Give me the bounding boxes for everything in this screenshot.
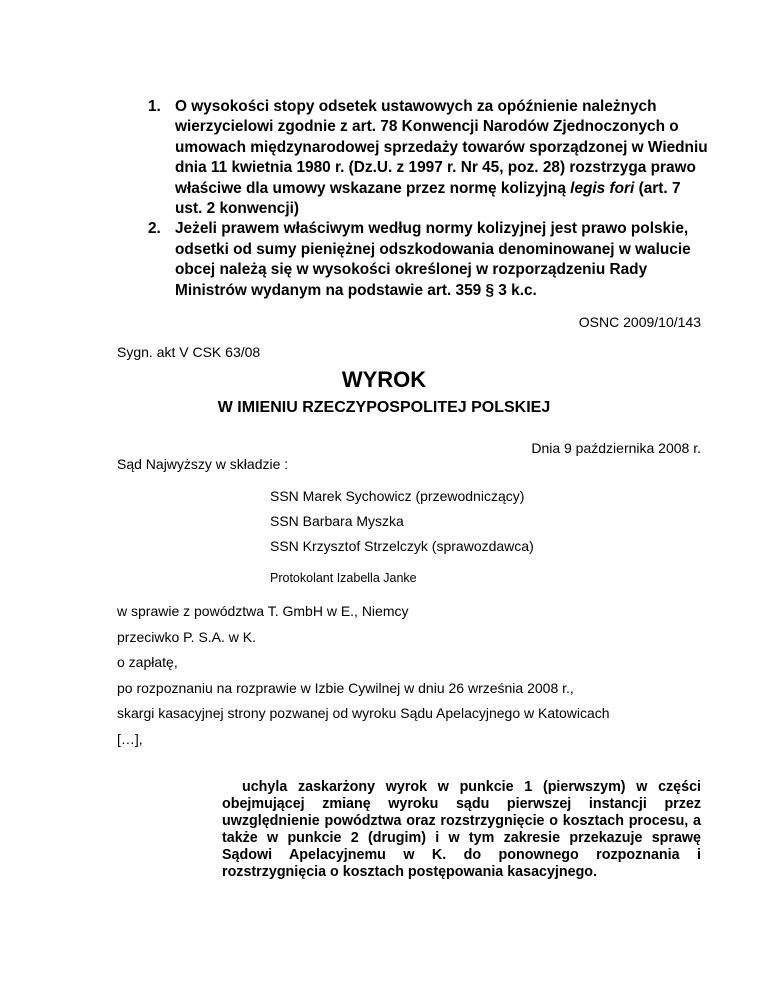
- case-description: [117, 599, 610, 753]
- thesis-number: 1.: [148, 98, 161, 115]
- publication-reference: OSNC 2009/10/143: [578, 314, 701, 330]
- thesis-latin-term: legis fori: [570, 179, 635, 197]
- verdict-text: uchyla zaskarżony wyrok w punkcie 1 (pierwszym) w części obejmującej zmianę wyroku sądu pierwszej instancji przez uwzględnienie powództwa oraz rozstrzygnięcie o kosztach procesu, a także w punkcie 2 (drugim) i w tym zakresie przekazuje sprawę Sądowi Apelacyjnemu w K. do ponownego rozpoznania i rozstrzygnięcia o kosztach postępowania kasacyjnego.: [222, 779, 701, 880]
- thesis-text: O wysokości stopy odsetek ustawowych za opóźnienie należnych wierzycielowi zgodnie z art. 78 Konwencji Narodów Zjednoczonych o umowach międzynarodowej sprzedaży towarów sporządzonej w Wiedniu dnia 11 kwietnia 1980 r. (Dz.U. z 1997 r. Nr 45, poz. 28) rozstrzyga prawo właściwe dla umowy wskazane przez normę kolizyjną: [175, 98, 708, 197]
- thesis-item: [148, 219, 708, 301]
- thesis-text-end: (art. 7 ust. 2 konwencji): [175, 179, 681, 218]
- case-number: Sygn. akt V CSK 63/08: [117, 344, 261, 360]
- case-line: o zapłatę,: [117, 654, 178, 671]
- case-line: […],: [117, 730, 143, 747]
- judgment-subtitle: W IMIENIU RZECZYPOSPOLITEJ POLSKIEJ: [217, 399, 551, 416]
- case-line: przeciwko P. S.A. w K.: [117, 628, 257, 645]
- court-clerk: Protokolant Izabella Janke: [270, 571, 417, 585]
- thesis-number: 2.: [148, 220, 161, 238]
- judges-list: [270, 484, 534, 559]
- case-line: po rozpoznaniu na rozprawie w Izbie Cywilnej w dniu 26 września 2008 r.,: [117, 679, 574, 696]
- case-line: skargi kasacyjnej strony pozwanej od wyroku Sądu Apelacyjnego w Katowicach: [117, 705, 610, 722]
- judgment-date: Dnia 9 października 2008 r.: [531, 440, 701, 456]
- court-composition: Sąd Najwyższy w składzie :: [117, 456, 289, 472]
- thesis-text: Jeżeli prawem właściwym według normy kolizyjnej jest prawo polskie, odsetki od sumy pieniężnej odszkodowania denominowanej w walucie obcej należą się w wysokości określonej w rozporządzeniu Rady Ministrów wydanym na podstawie art. 359 § 3 k.c.: [175, 220, 691, 299]
- case-line: w sprawie z powództwa T. GmbH w E., Niemcy: [117, 603, 409, 619]
- judge-entry: SSN Barbara Myszka: [270, 513, 404, 529]
- judgment-title: WYROK: [341, 367, 427, 392]
- thesis-item: [148, 97, 708, 219]
- thesis-list: [148, 97, 708, 301]
- judge-entry: SSN Marek Sychowicz (przewodniczący): [270, 488, 525, 504]
- judge-entry: SSN Krzysztof Strzelczyk (sprawozdawca): [270, 538, 534, 554]
